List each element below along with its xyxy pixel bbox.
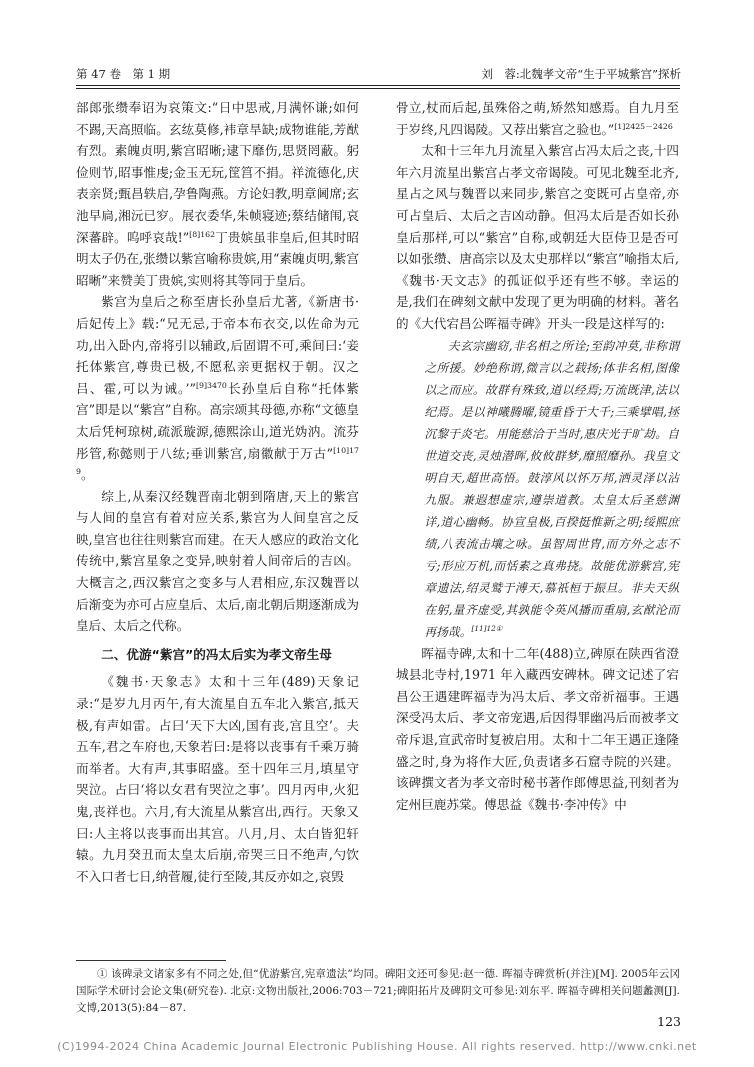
paragraph-text: 部郎张缵奉诏为哀策文:“日中思戒,月满怀谦;如何不踢,天高照临。玄纮莫修,袆章旱缺;成物谁能,芳猷有烈。素魄贞明,紫宫昭晰;逮下靡伤,思贤罔蔽。躬俭则节,昭事惟虔;金玉无玩,筐筥不捐。祥流德化,庆表亲贤;甄昌轶启,孕鲁陶燕。方论妇教,明章阃席;玄池早扃,湘沅已穸。展衣委华,朱帧寝迹;蔡结储闱,哀深蕃辟。呜呼哀哉!” <box>76 100 359 245</box>
paragraph: 太和十三年九月流星入紫宫占冯太后之丧,十四年六月流星出紫宫占孝文帝谒陵。可见北魏至北齐,星占之风与魏晋以来同步,紫宫之变既可占皇帝,亦可占皇后、太后之吉凶动静。但冯太后是否如长孙皇后那样,可以“紫宫”自称,或朝廷大臣侍卫是否可以如张缵、唐高宗以及太史那样以“紫宫”喻指太后,《魏书·天文志》的孤证似乎还有些不够。幸运的是,我们在碑刻文献中发现了更为明确的材料。著名的《大代宕昌公晖福寺碑》开头一段是这样写的: <box>396 143 679 331</box>
citation: [1]2425－2426 <box>614 121 673 131</box>
paragraph <box>76 291 359 485</box>
paragraph: 综上,从秦汉经魏晋南北朝到隋唐,天上的紫宫与人间的皇宫有着对应关系,紫宫为人间皇宫之反映,皇宫也往往则紫宫而建。在天人感应的政治文化传统中,紫宫星象之变异,映射着人间帝后的吉凶。大概言之,西汉紫宫之变多与人君相应,东汉魏晋以后渐变为亦可占应皇后、太后,南北朝后期逐渐成为皇后、太后之代称。 <box>76 488 359 634</box>
paragraph: 《魏书·天象志》太和十三年(489)天象记录:“是岁九月丙午,有大流星自五车北入紫宫,抵天极,有声如雷。占曰‘天下大凶,国有丧,宫且空’。夫五车,君之车府也,天象若曰:是将以丧事有千乘万骑而举者。大有声,其事昭盛。至十四年三月,填星守哭泣。占曰‘将以女君有哭泣之事’。四月丙申,火犯鬼,丧祥也。六月,有大流星从紫宫出,西行。天象又曰:人主将以丧事而出其宫。八月,月、太白皆犯轩辕。九月癸丑而太皇太后崩,帝哭三日不绝声,勺饮不入口者七日,纳菅履,徒行至陵,其反亦如之,哀毁 <box>76 674 359 884</box>
right-column <box>396 97 679 815</box>
copyright-notice: (C)1994-2024 China Academic Journal Electronic Publishing House. All rights reserved. http://www.cnki.net <box>57 1040 697 1053</box>
page-number: 123 <box>657 1014 681 1029</box>
left-column <box>76 97 359 887</box>
paragraph-text: 紫宫为皇后之称至唐长孙皇后尤著,《新唐书·后妃传上》载:“兄无忌,于帝本布衣交,以佐命为元功,出入卧内,帝将引以辅政,后固谓不可,乘间曰:‘妾托体紫宫,尊贵已极,不愿私亲更据权于朝。汉之吕、霍,可以为诫。’” <box>76 294 359 396</box>
citation: [10]179 <box>76 445 359 476</box>
header-rule-top <box>76 85 680 86</box>
running-header-left: 第 47 卷 第 1 期 <box>76 67 171 81</box>
paragraph <box>76 97 359 291</box>
paragraph <box>396 97 679 140</box>
citation: [8]162 <box>189 229 216 239</box>
quote-text: 夫玄宗幽窈,非名相之所诠;至韵冲莫,非称谓之所援。妙绝称谓,微言以之载扬;体非名相,图像以之而应。故群有殊致,道以经焉;万流既津,法以纪焉。是以神曦腾曜,镜重昏于大千;三乘擘唱,拯沉黎于炎宅。用能慈洽于当时,惠庆光于旷劫。自世道交丧,灵烛潜晖,攸攸群梦,靡照靡孙。我皇文明自天,超世高悟。鼓淳风以怀万邦,洒灵泽以沾九服。兼遐想虚宗,遵崇道教。太皇太后圣慈渊详,道心幽畅。协宣皇极,百揆挺惟新之明;绥熙庶绩,八表流击壤之咏。虽智周世胄,而方外之志不亏;形应万机,而恬素之真弗挠。故能优游紫宫,宪章遗法,绍灵鹫于溥天,慕祇桓于振旦。非夫天纵在躬,量齐虚受,其孰能令英风播而重扇,玄猷沦而再扬哉。 <box>424 338 679 639</box>
section-heading: 二、优游“紫宫”的冯太后实为孝文帝生母 <box>101 646 332 662</box>
running-header-right: 刘 蓉:北魏孝文帝“生于平城紫宫”探析 <box>481 67 681 81</box>
citation: [9]3470 <box>195 380 227 390</box>
paragraph-text: 长孙皇后自称“托体紫宫”即是以“紫宫”自称。高宗颂其母德,亦称“文德皇太后凭柯琼树,疏派璇源,德熙涂山,道光妫汭。流芬彤管,称懿则于八纮;垂训紫宫,扇徽献于万古” <box>76 380 359 461</box>
header-rule-bottom <box>76 88 680 89</box>
footnote-rule <box>76 960 226 961</box>
footnote: ① 该碑录文诸家多有不同之处,但“优游紫宫,宪章遗法”均同。碑阳文还可参见:赵一德. 晖福寺碑赏析(并注)[M]. 2005年云冈国际学术研讨会论文集(研究卷). 北京:文物出版社,2006:703－721;碑阳拓片及碑阴文可参见:刘东平. 晖福寺碑相关问题蠡测[J]. 文博,2013(5):84－87. <box>76 968 680 1014</box>
block-quote <box>396 335 679 643</box>
paragraph-text: 。 <box>80 467 94 483</box>
paragraph-text: 丁贵嫔虽非皇后,但其时昭明太子仍在,张缵以紫宫喻称贵嫔,用“素魄贞明,紫宫昭晰”来赞美丁贵嫔,实则将其等同于皇后。 <box>76 229 359 288</box>
paragraph: 晖福寺碑,太和十二年(488)立,碑原在陕西省澄城县北寺村,1971 年入藏西安碑林。碑文记述了宕昌公王遇建晖福寺为冯太后、孝文帝祈福事。王遇深受冯太后、孝文帝宠遇,后因得罪幽冯后而被孝文帝斥退,宣武帝时复被启用。太和十二年王遇正逢隆盛之时,身为将作大匠,负责诸多石窟寺院的兴建。该碑撰文者为孝文帝时秘书著作郎傅思益,刊刻者为定州巨鹿苏棠。傅思益《魏书·李冲传》中 <box>396 645 679 812</box>
citation: [11]12① <box>471 623 503 633</box>
paragraph-text: 骨立,杖而后起,虽殊俗之萌,矫然知感焉。自九月至于岁终,凡四谒陵。又荐出紫宫之验也。” <box>396 100 679 137</box>
